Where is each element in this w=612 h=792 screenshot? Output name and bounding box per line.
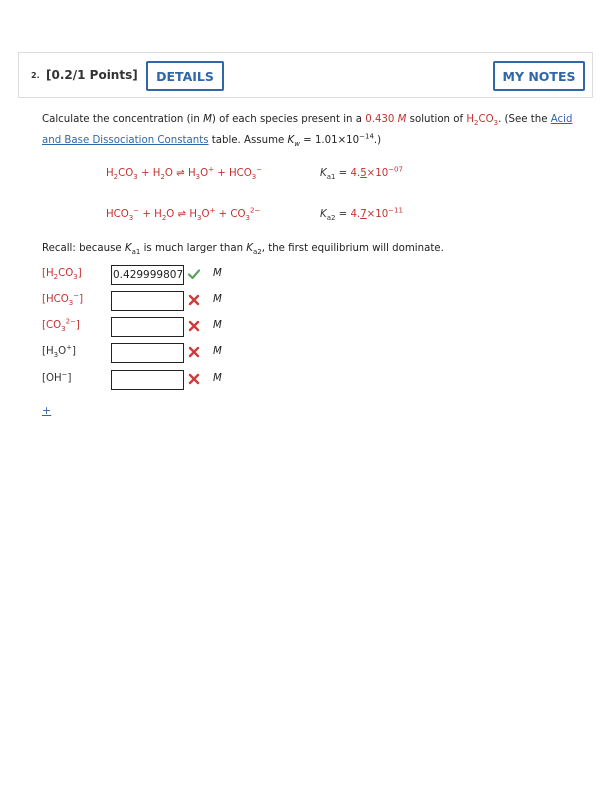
x-mark-icon xyxy=(187,293,201,307)
equilibrium-reaction-2: $HCO_3^- + H_2O$ ⇌ $H_3O^+ + CO_3^{2-}$ xyxy=(106,206,261,223)
equilibrium-reaction-1: $H_2CO_3 + H_2O$ ⇌ $H_3O^+ + HCO_3^-$ xyxy=(106,165,263,182)
x-mark-icon xyxy=(187,319,201,333)
ka2-value: 4.7 xyxy=(350,209,367,220)
acid-base-table-link-cont[interactable]: and Base Dissociation Constants xyxy=(42,135,209,146)
prompt-line-2: and Base Dissociation Constants table. Assume $K_w = 1.01\times 10^{-14}$.) xyxy=(42,132,382,149)
answer-row-hco3 xyxy=(42,291,342,311)
x-mark-icon xyxy=(187,372,201,386)
h2co3-input[interactable]: 0.429999807 xyxy=(111,265,184,285)
recall-note: Recall: because $K_{a1}$ is much larger than $K_{a2}$, the first equilibrium will dominate. xyxy=(42,243,444,257)
answer-row-h3o xyxy=(42,343,342,363)
label-h3o: $[H_3O^+]$ xyxy=(42,343,76,360)
unit-oh: M xyxy=(213,373,222,384)
unit-h2co3: M xyxy=(213,268,222,279)
answer-row-co3 xyxy=(42,317,342,337)
label-hco3: $[HCO_3^-]$ xyxy=(42,291,84,308)
unit-h3o: M xyxy=(213,346,222,357)
ka1-value: 4.5 xyxy=(350,168,367,179)
hco3-input[interactable] xyxy=(111,291,184,311)
x-mark-icon xyxy=(187,345,201,359)
question-points: [0.2/1 Points] xyxy=(46,68,138,82)
acid-formula: $H_2CO_3$ xyxy=(466,114,499,128)
prompt-line-1: Calculate the concentration (in M) of each species present in a 0.430 M solution of $H_2CO_3$. (See the Acid xyxy=(42,114,573,128)
answer-row-h2co3 xyxy=(42,265,342,285)
checkmark-icon xyxy=(187,267,201,281)
answer-row-oh xyxy=(42,370,342,390)
oh-input[interactable] xyxy=(111,370,184,390)
details-button[interactable]: DETAILS xyxy=(146,61,224,91)
unit-co3: M xyxy=(213,320,222,331)
kw-exponent: −14 xyxy=(359,132,374,141)
ka2-expression: $K_{a2} = 4.7\times 10^{-11}$ xyxy=(320,206,403,223)
ka1-exponent: −07 xyxy=(388,165,403,174)
label-co3: $[CO_3^{2-}]$ xyxy=(42,317,80,334)
ka1-expression: $K_{a1} = 4.5\times 10^{-07}$ xyxy=(320,165,403,182)
kw-value: = 1.01 xyxy=(299,135,338,146)
label-oh: [OH−] xyxy=(42,370,72,384)
label-h2co3: $[H_2CO_3]$ xyxy=(42,268,82,282)
acid-base-table-link[interactable]: Acid xyxy=(550,114,573,125)
co3-input[interactable] xyxy=(111,317,184,337)
question-header xyxy=(18,52,593,98)
my-notes-button[interactable]: MY NOTES xyxy=(493,61,585,91)
question-number: 2. xyxy=(31,71,40,80)
ka2-exponent: −11 xyxy=(388,206,403,215)
h3o-input[interactable] xyxy=(111,343,184,363)
unit-hco3: M xyxy=(213,294,222,305)
footnote-dagger-link[interactable]: + xyxy=(42,404,52,417)
concentration-value: 0.430 xyxy=(365,114,395,125)
